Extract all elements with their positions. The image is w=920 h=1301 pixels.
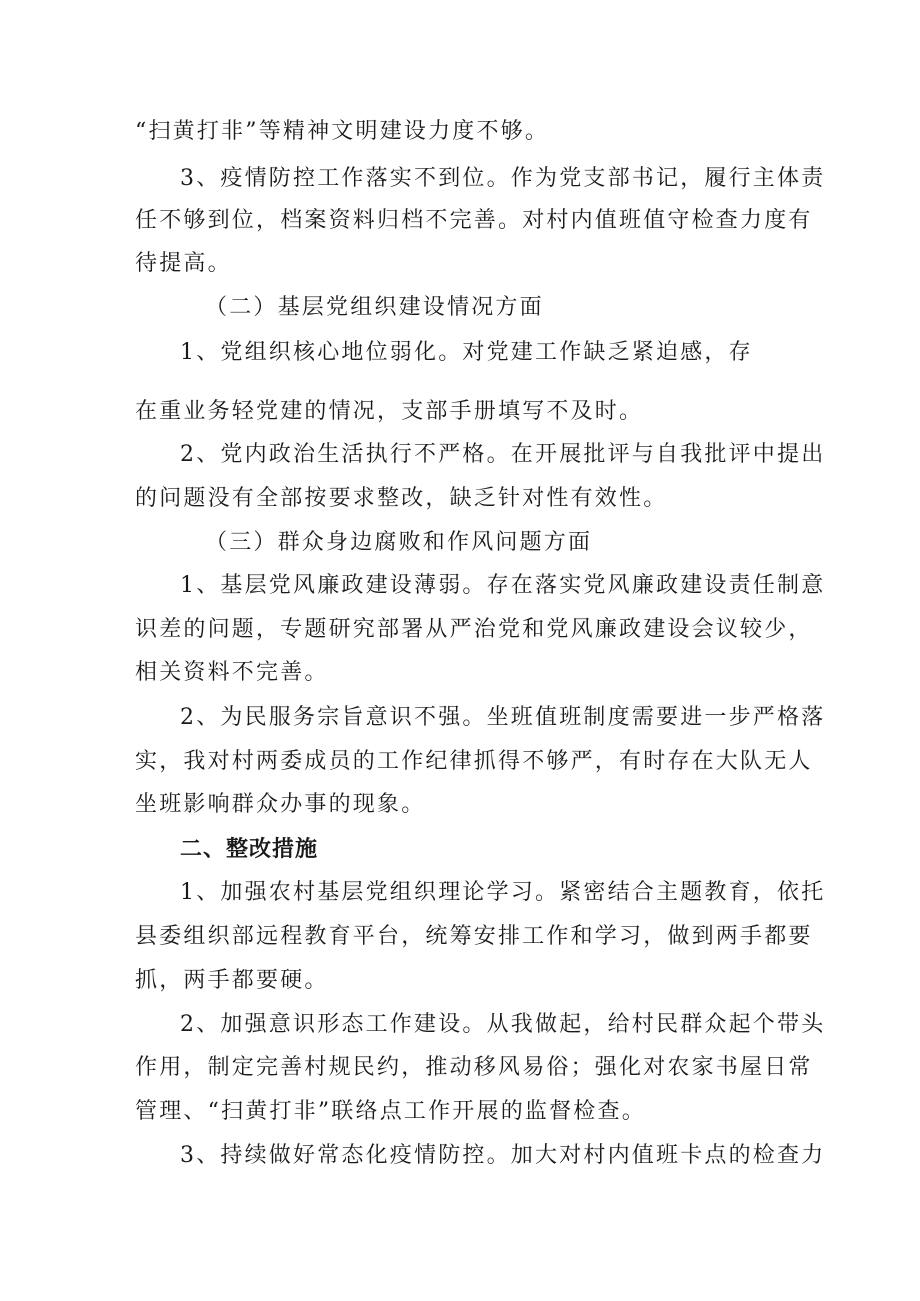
paragraph-line: 2、加强意识形态工作建设。从我做起，给村民群众起个带头 xyxy=(180,1012,826,1037)
paragraph-line: 2、党内政治生活执行不严格。在开展批评与自我批评中提出 xyxy=(180,442,826,467)
paragraph-line: 3、疫情防控工作落实不到位。作为党支部书记，履行主体责 xyxy=(180,166,826,191)
paragraph-line: 县委组织部远程教育平台，统筹安排工作和学习，做到两手都要 xyxy=(135,924,813,949)
paragraph-line: 在重业务轻党建的情况，支部手册填写不及时。 xyxy=(135,399,644,424)
paragraph-line: 坐班影响群众办事的现象。 xyxy=(135,792,426,817)
paragraph-line: 2、为民服务宗旨意识不强。坐班值班制度需要进一步严格落 xyxy=(180,705,826,730)
paragraph-line: 相关资料不完善。 xyxy=(135,660,329,685)
paragraph-line: 抓，两手都要硬。 xyxy=(135,968,329,993)
paragraph-line: 识差的问题，专题研究部署从严治党和党风廉政建设会议较少， xyxy=(135,617,813,642)
paragraph-line: 管理、“扫黄打非”联络点工作开展的监督检查。 xyxy=(135,1099,646,1124)
paragraph-line: 的问题没有全部按要求整改，缺乏针对性有效性。 xyxy=(135,486,668,511)
paragraph-line: 1、加强农村基层党组织理论学习。紧密结合主题教育，依托 xyxy=(180,880,826,905)
paragraph-line: 任不够到位，档案资料归档不完善。对村内值班值守检查力度有 xyxy=(135,208,813,233)
paragraph-line: 待提高。 xyxy=(135,251,232,276)
section-heading: （三）群众身边腐败和作风问题方面 xyxy=(205,530,593,555)
paragraph-line: 3、持续做好常态化疫情防控。加大对村内值班卡点的检查力 xyxy=(180,1143,826,1168)
paragraph-line: 1、基层党风廉政建设薄弱。存在落实党风廉政建设责任制意 xyxy=(180,573,826,598)
paragraph-line: “扫黄打非”等精神文明建设力度不够。 xyxy=(135,119,550,144)
section-heading: （二）基层党组织建设情况方面 xyxy=(205,295,544,320)
paragraph-line: 实，我对村两委成员的工作纪律抓得不够严，有时存在大队无人 xyxy=(135,749,813,774)
section-heading: 二、整改措施 xyxy=(180,837,319,862)
paragraph-line: 作用，制定完善村规民约，推动移风易俗；强化对农家书屋日常 xyxy=(135,1055,813,1080)
paragraph-line: 1、党组织核心地位弱化。对党建工作缺乏紧迫感，存 xyxy=(180,340,753,365)
